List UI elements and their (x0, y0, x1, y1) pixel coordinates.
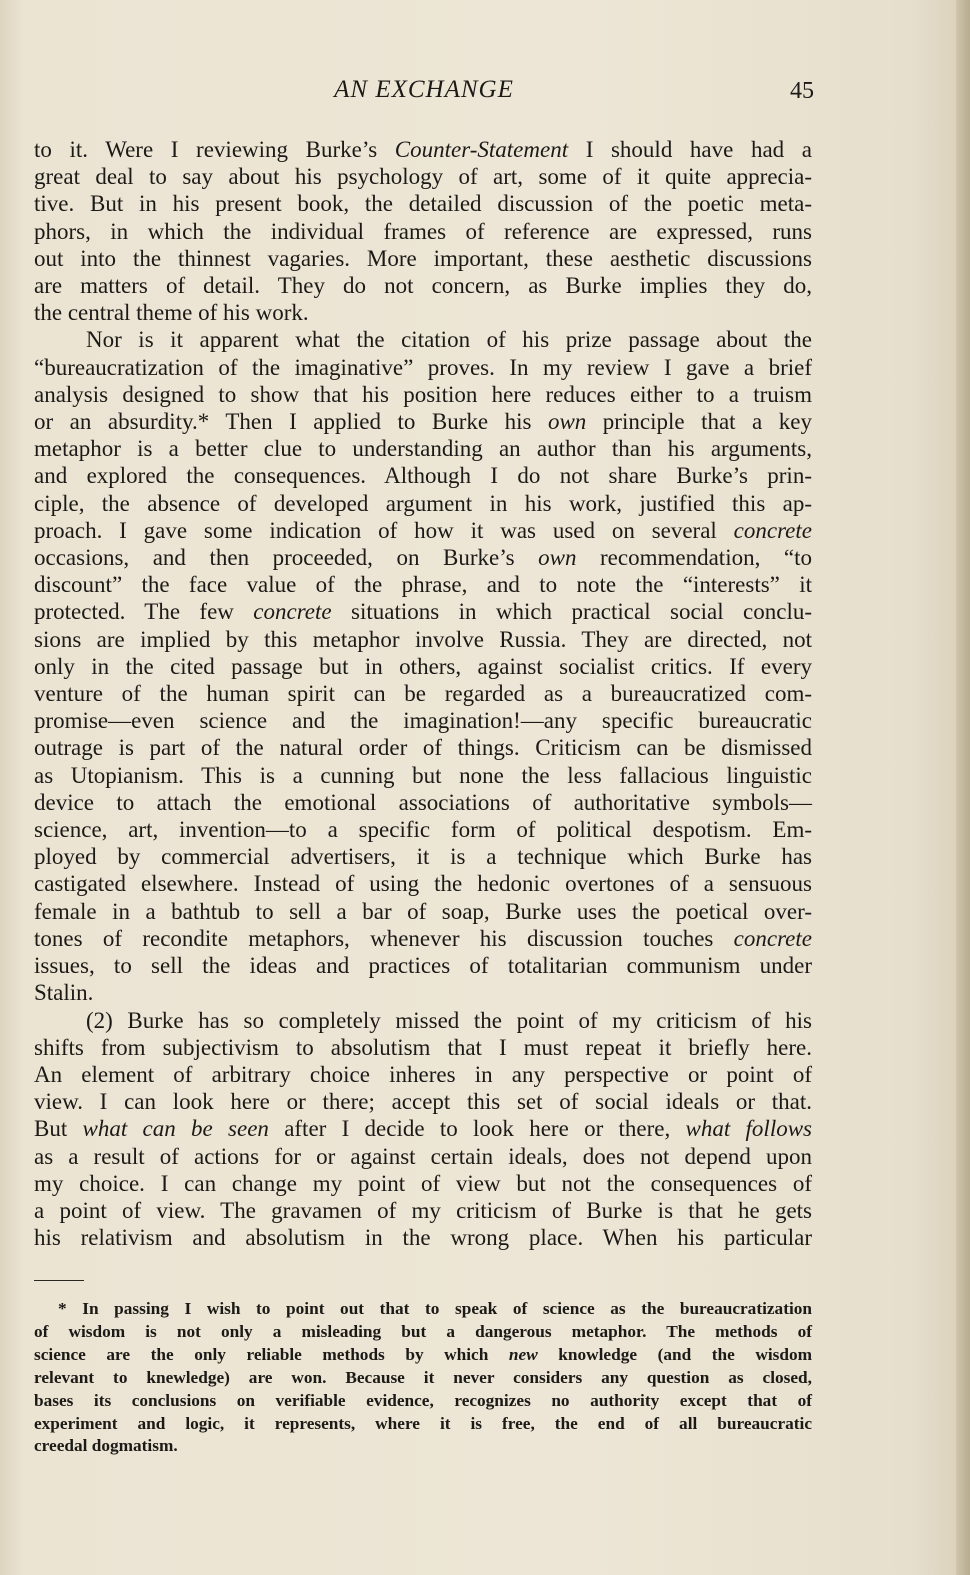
text-line: promise—even science and the imagination!—any specific bureaucratic (34, 708, 812, 734)
text-line: only in the cited passage but in others, against socialist critics. If every (34, 653, 812, 679)
text-line: (2) Burke has so completely missed the point of my criticism of his (86, 1007, 812, 1033)
footnote-line: experiment and logic, it represents, where it is free, the end of all bureaucratic (34, 1413, 812, 1433)
page-edge-shadow (956, 0, 970, 1575)
text-line: venture of the human spirit can be regarded as a bureaucratized com- (34, 681, 812, 707)
text-line: my choice. I can change my point of view but not the consequences of (34, 1170, 812, 1196)
text-line: outrage is part of the natural order of things. Criticism can be dismissed (34, 735, 812, 761)
text-line: or an absurdity.* Then I applied to Burke his own principle that a key (34, 409, 812, 435)
text-line: ciple, the absence of developed argument in his work, justified this ap- (34, 490, 812, 516)
text-line: analysis designed to show that his position here reduces either to a truism (34, 381, 812, 407)
text-line: as a result of actions for or against certain ideals, does not depend upon (34, 1143, 812, 1169)
text-line: great deal to say about his psychology of art, some of it quite apprecia- (34, 164, 812, 190)
text-line: out into the thinnest vagaries. More important, these aesthetic discussions (34, 245, 812, 271)
footnote-line: of wisdom is not only a misleading but a dangerous metaphor. The methods of (34, 1321, 812, 1341)
body-text (34, 136, 812, 1251)
text-line: tive. But in his present book, the detailed discussion of the poetic meta- (34, 191, 812, 217)
running-title: AN EXCHANGE (334, 76, 514, 103)
text-line: issues, to sell the ideas and practices of totalitarian communism under (34, 953, 812, 979)
footnote-rule (34, 1280, 84, 1281)
text-line: phors, in which the individual frames of reference are expressed, runs (34, 218, 812, 244)
footnote-line: relevant to knewledge) are won. Because it never considers any question as closed, (34, 1367, 812, 1387)
text-line: science, art, invention—to a specific form of political despotism. Em- (34, 817, 812, 843)
text-line: But what can be seen after I decide to look here or there, what follows (34, 1116, 812, 1142)
footnote-line: creedal dogmatism. (34, 1436, 178, 1456)
text-line: occasions, and then proceeded, on Burke’s own recommendation, “to (34, 545, 812, 571)
text-line: Stalin. (34, 980, 94, 1006)
text-line: device to attach the emotional associations of authoritative symbols— (34, 789, 812, 815)
text-line: proach. I gave some indication of how it was used on several concrete (34, 517, 812, 543)
footnote-line: * In passing I wish to point out that to speak of science as the bureaucratization (58, 1299, 812, 1318)
running-header (34, 76, 814, 110)
text-line: tones of recondite metaphors, whenever his discussion touches concrete (34, 925, 812, 951)
footnote (34, 1298, 812, 1458)
footnote-line: bases its conclusions on verifiable evidence, recognizes no authority except that of (34, 1390, 812, 1410)
text-line: shifts from subjectivism to absolutism that I must repeat it briefly here. (34, 1034, 812, 1060)
text-line: a point of view. The gravamen of my criticism of Burke is that he gets (34, 1197, 812, 1223)
text-line: discount” the face value of the phrase, and to note the “interests” it (34, 572, 812, 598)
text-line: Nor is it apparent what the citation of his prize passage about the (86, 327, 812, 353)
text-line: “bureaucratization of the imaginative” proves. In my review I gave a brief (34, 354, 812, 380)
page-number: 45 (790, 78, 814, 104)
text-line: ployed by commercial advertisers, it is a technique which Burke has (34, 844, 812, 870)
text-line: metaphor is a better clue to understanding an author than his arguments, (34, 436, 812, 462)
text-line: to it. Were I reviewing Burke’s Counter-Statement I should have had a (34, 137, 812, 162)
text-line: as Utopianism. This is a cunning but none the less fallacious linguistic (34, 762, 812, 788)
text-line: the central theme of his work. (34, 300, 309, 326)
text-line: view. I can look here or there; accept this set of social ideals or that. (34, 1089, 812, 1115)
text-line: castigated elsewhere. Instead of using the hedonic overtones of a sensuous (34, 871, 812, 897)
text-line: An element of arbitrary choice inheres in any perspective or point of (34, 1061, 812, 1087)
text-line: female in a bathtub to sell a bar of soap, Burke uses the poetical over- (34, 898, 812, 924)
text-line: protected. The few concrete situations in which practical social conclu- (34, 599, 812, 625)
text-line: and explored the consequences. Although I do not share Burke’s prin- (34, 463, 812, 489)
text-line: his relativism and absolutism in the wrong place. When his particular (34, 1225, 812, 1251)
text-line: sions are implied by this metaphor involve Russia. They are directed, not (34, 626, 812, 652)
text-line: are matters of detail. They do not concern, as Burke implies they do, (34, 273, 812, 299)
footnote-line: science are the only reliable methods by which new knowledge (and the wisdom (34, 1344, 813, 1364)
